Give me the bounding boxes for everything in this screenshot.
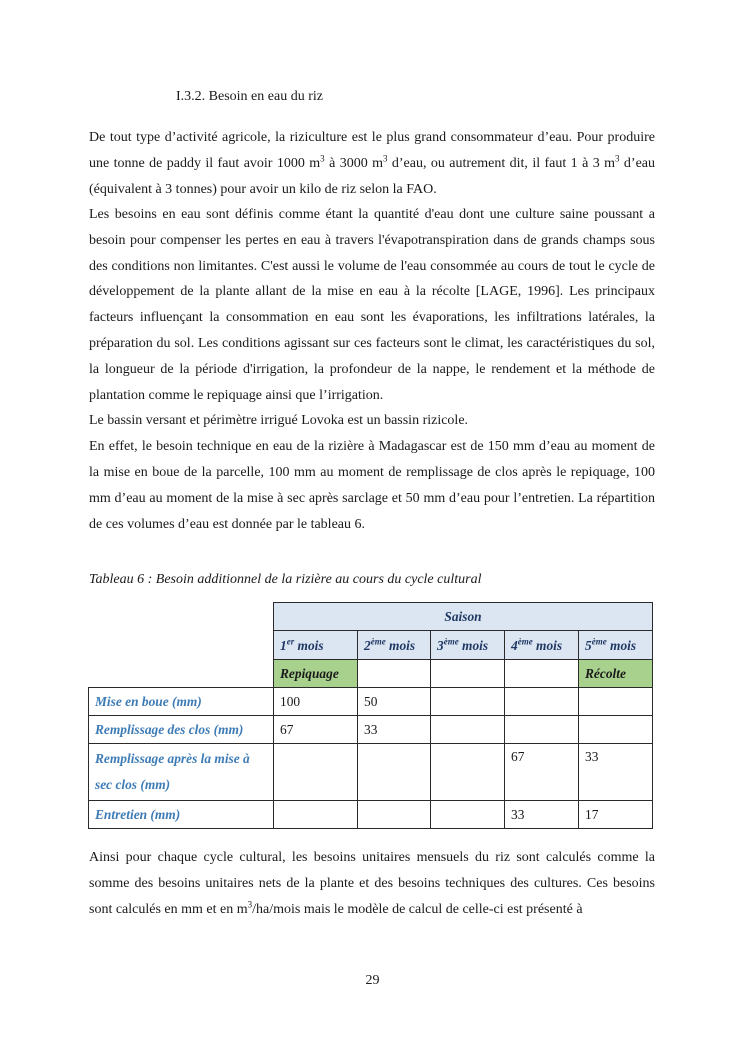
row-label: Entretien (mm) (89, 801, 274, 829)
table-cell (505, 688, 579, 716)
stage-cell-4 (505, 660, 579, 688)
table-cell (274, 801, 358, 829)
month-header-4: 4ème mois (505, 631, 579, 660)
stage-row (89, 660, 653, 688)
intro-text-1: De tout type d’activité agricole, la riziculture est le plus grand consommateur d’eau. Pour produire une tonne de paddy il faut avoir 1000 m (89, 130, 655, 171)
month-header-1: 1er mois (274, 631, 358, 660)
table-cell (579, 716, 653, 744)
row-label: Mise en boue (mm) (89, 688, 274, 716)
watershed-text: Le bassin versant et périmètre irrigué Lovoka est un bassin rizicole. (89, 413, 469, 429)
table-row (89, 716, 653, 744)
intro-text-3: d’eau, ou autrement dit, il faut 1 à 3 m (387, 155, 615, 171)
cubic-superscript: 3 (382, 153, 388, 164)
table-cell: 50 (358, 688, 431, 716)
needs-definition-text: Les besoins en eau sont définis comme étant la quantité d'eau dont une culture saine poussant a besoin pour compenser les pertes en eau à travers l'évapotranspiration dans de grands champs sous des conditions non limitantes. C'est aussi le volume de l'eau consommée au cours de tout le cycle de développement de la plante allant de la mise en eau à la récolte [LAGE, 1996]. Les principaux facteurs influençant la consommation en eau sont les évaporations, les infiltrations latérales, la préparation du sol. Les conditions agissant sur ces facteurs sont le climat, les caractéristiques du sol, la longueur de la période d'irrigation, la profondeur de la nappe, le rendement et la méthode de plantation comme le repiquage ainsi que l’irrigation. (89, 207, 655, 403)
stage-cell-3 (431, 660, 505, 688)
closing-paragraph (89, 845, 655, 922)
season-header-row (89, 603, 653, 631)
row-label: Remplissage après la mise à sec clos (mm) (89, 744, 274, 801)
table-cell (505, 716, 579, 744)
water-needs-table (88, 602, 653, 829)
section-heading: I.3.2. Besoin en eau du riz (176, 89, 323, 104)
table-cell (358, 744, 431, 801)
table-cell (431, 801, 505, 829)
table-row (89, 801, 653, 829)
table-row (89, 744, 653, 801)
empty-corner (89, 603, 274, 631)
empty-corner (89, 631, 274, 660)
closing-text-1: Ainsi pour chaque cycle cultural, les besoins unitaires mensuels du riz sont calculés comme la somme des besoins unitaires nets de la plante et des besoins techniques des cultures. Ces besoins sont calculés en mm et en m (89, 850, 655, 917)
stage-cell-1: Repiquage (274, 660, 358, 688)
table-cell: 33 (579, 744, 653, 801)
page-number: 29 (365, 973, 380, 988)
table-cell (431, 744, 505, 801)
table-cell: 67 (505, 744, 579, 801)
empty-corner (89, 660, 274, 688)
table-cell: 100 (274, 688, 358, 716)
month-header-2: 2ème mois (358, 631, 431, 660)
intro-text-2: à 3000 m (324, 155, 383, 171)
intro-text-4: d’eau (équivalent à 3 tonnes) pour avoir un kilo de riz selon la FAO. (89, 155, 655, 197)
month-header-row (89, 631, 653, 660)
table-cell: 17 (579, 801, 653, 829)
row-label: Remplissage des clos (mm) (89, 716, 274, 744)
closing-text-2: /ha/mois mais le modèle de calcul de celle-ci est présenté à (252, 901, 583, 917)
stage-cell-5: Récolte (579, 660, 653, 688)
table-row (89, 688, 653, 716)
table-cell: 67 (274, 716, 358, 744)
cubic-superscript: 3 (247, 898, 253, 909)
table-cell (431, 688, 505, 716)
table-cell: 33 (358, 716, 431, 744)
intro-paragraph (89, 125, 655, 202)
table-caption: Tableau 6 : Besoin additionnel de la rizière au cours du cycle cultural (89, 572, 482, 587)
cubic-superscript: 3 (615, 153, 620, 164)
table-cell (579, 688, 653, 716)
stage-cell-2 (358, 660, 431, 688)
table-cell (431, 716, 505, 744)
table-cell (358, 801, 431, 829)
cubic-superscript: 3 (320, 153, 325, 164)
table-cell (274, 744, 358, 801)
month-header-5: 5ème mois (579, 631, 653, 660)
month-header-3: 3ème mois (431, 631, 505, 660)
season-header: Saison (274, 603, 653, 631)
table-cell: 33 (505, 801, 579, 829)
technical-needs-text: En effet, le besoin technique en eau de la rizière à Madagascar est de 150 mm d’eau au moment de la mise en boue de la parcelle, 100 mm au moment de remplissage de clos après le repiquage, 100 mm d’eau au moment de la mise à sec après sarclage et 50 mm d’eau pour l’entretien. La répartition de ces volumes d’eau est donnée par le tableau 6. (89, 439, 655, 532)
body-paragraphs (89, 202, 655, 537)
